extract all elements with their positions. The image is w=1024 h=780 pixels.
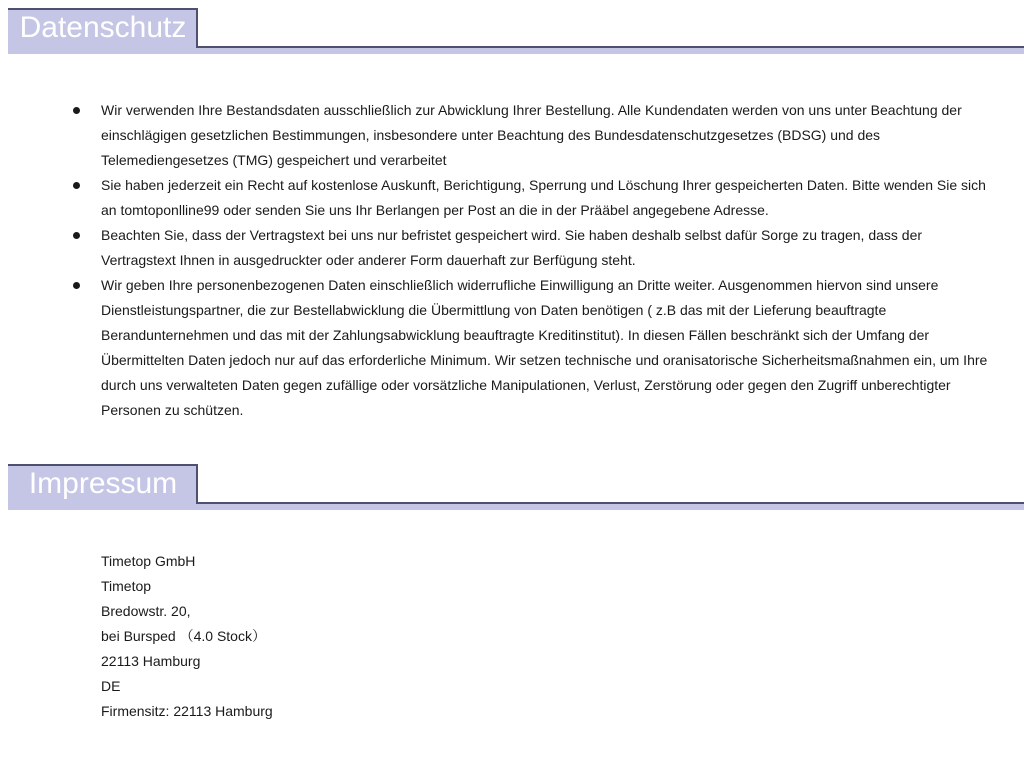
datenschutz-item-text: Wir geben Ihre personenbezogenen Daten einschließlich widerrufliche Einwilligung an Dritte weiter. Ausgenommen hiervon sind unsere Dienstleistungspartner, die zur Bestellabwicklung die Übermittlung von Daten benötigen ( z.B das mit der Lieferung beauftragte Berandunternehmen und das mit der Zahlungsabwicklung beauftragte Kreditinstitut). In diesen Fällen beschränkt sich der Umfang der Übermittelten Daten jedoch nur auf das erforderliche Minimum. Wir setzen technische und oranisatorische Sicherheitsmaßnahmen ein, um Ihre durch uns verwalteten Daten gegen zufällige oder vorsätzliche Manipulationen, Verlust, Zerstörung oder gegen den Zugriff unberechtigter Personen zu schützen.: [101, 277, 988, 418]
impressum-address: [101, 549, 273, 724]
bullet-icon: [73, 182, 80, 189]
datenschutz-list-item: [70, 273, 995, 423]
address-line: bei Bursped （4.0 Stock）: [101, 628, 266, 644]
address-line: DE: [101, 678, 121, 694]
impressum-header: [8, 464, 1024, 512]
address-line: 22113 Hamburg: [101, 653, 201, 669]
datenschutz-header: [8, 8, 1024, 56]
datenschutz-list: [70, 98, 995, 423]
address-line: Timetop GmbH: [101, 553, 196, 569]
impressum-header-bar: [8, 504, 1024, 510]
bullet-icon: [73, 282, 80, 289]
datenschutz-item-text: Wir verwenden Ihre Bestandsdaten ausschließlich zur Abwicklung Ihrer Bestellung. Alle Kundendaten werden von uns unter Beachtung der einschlägigen gesetzlichen Bestimmungen, insbesondere unter Beachtung des Bundesdatenschutzgesetzes (BDSG) und des Telemediengesetzes (TMG) gespeichert und verarbeitet: [101, 102, 962, 168]
datenschutz-list-item: [70, 223, 995, 273]
address-line: Bredowstr. 20,: [101, 603, 191, 619]
datenschutz-list-item: [70, 173, 995, 223]
datenschutz-title: Datenschutz: [19, 11, 187, 44]
datenschutz-header-bar: [8, 48, 1024, 54]
bullet-icon: [73, 107, 80, 114]
datenschutz-item-text: Beachten Sie, dass der Vertragstext bei uns nur befristet gespeichert wird. Sie haben deshalb selbst dafür Sorge zu tragen, dass der Vertragstext Ihnen in ausgedruckter oder anderer Form dauerhaft zur Berfügung steht.: [101, 227, 923, 268]
address-line: Timetop: [101, 578, 152, 594]
impressum-title: Impressum: [28, 467, 178, 500]
datenschutz-list-item: [70, 98, 995, 173]
datenschutz-item-text: Sie haben jederzeit ein Recht auf kostenlose Auskunft, Berichtigung, Sperrung und Löschung Ihrer gespeicherten Daten. Bitte wenden Sie sich an tomtoponlline99 oder senden Sie uns Ihr Berlangen per Post an die in der Prääbel angegebene Adresse.: [101, 177, 986, 218]
bullet-icon: [73, 232, 80, 239]
address-line: Firmensitz: 22113 Hamburg: [101, 703, 273, 719]
